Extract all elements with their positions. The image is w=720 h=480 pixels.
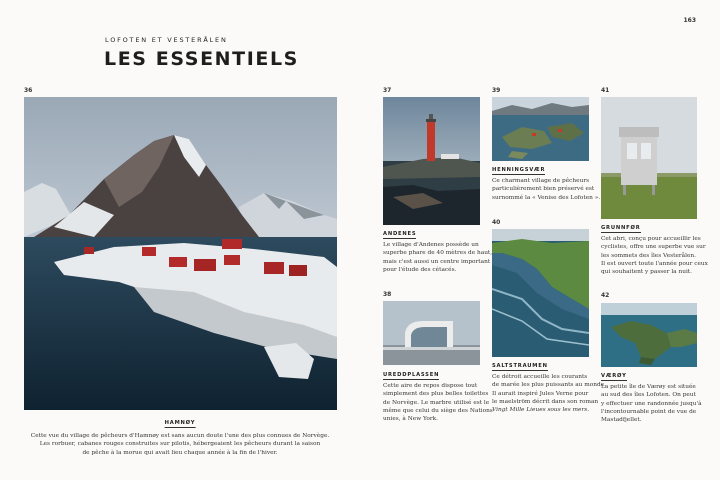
grunnfor-description: Cet abri, conçu pour accueillir les cyclistes, offre une superbe vue sur les sommets des îles Vesterålen. Il est ouvert toute l'année pour ceux qui souhaitent y passer la nuit. (601, 236, 708, 276)
henningsvaer-description: Ce charmant village de pêcheurs particulièrement bien préservé est surnommé la « Venise des Lofoten ». (492, 178, 601, 201)
entry-number-39: 39 (492, 87, 501, 94)
ureddplassen-photo (383, 301, 480, 365)
saltstraumen-description: Ce détroit accueille les courants de marée les plus puissants au monde. Il aurait inspiré Jules Verne pour le maelström décrit dans son roman Vingt Mille Lieues sous les mers. (492, 374, 606, 414)
vaeroy-label: VÆRØY (601, 373, 627, 379)
page-number: 163 (683, 17, 696, 24)
vaeroy-description: La petite île de Værøy est située au sud des îles Lofoten. On peut y effectuer une randonnée jusqu'à l'incontournable point de vue de Mastadfjellet. (601, 384, 702, 424)
andenes-label: ANDENES (383, 231, 417, 237)
entry-number-38: 38 (383, 291, 392, 298)
vaeroy-photo (601, 303, 697, 367)
entry-number-37: 37 (383, 87, 392, 94)
section-kicker: LOFOTEN ET VESTERÅLEN (105, 36, 228, 44)
henningsvaer-photo (492, 97, 589, 161)
saltstraumen-label: SALTSTRAUMEN (492, 363, 548, 369)
ureddplassen-description: Cette aire de repos dispose tout simplement des plus belles toilettes de Norvège. Le marbre utilisé est le même que celui du siège des Nations unies, à New York. (383, 383, 493, 423)
andenes-description: Le village d'Andenes possède un superbe phare de 40 mètres de haut, mais c'est aussi un centre important pour l'étude des cétacés. (383, 242, 493, 273)
saltstraumen-photo (492, 229, 589, 357)
page-title: LES ESSENTIELS (104, 48, 299, 70)
hamnoy-description: Cette vue du village de pêcheurs d'Hamnøy est sans aucun doute l'une des plus connues de Norvège. Les rorbuer, cabanes rouges construites sur pilotis, hébergeaient les pêcheurs durant la saison de pêche à la morue qui avait lieu chaque année à la fin de l'hiver. (30, 433, 330, 456)
henningsvaer-label: HENNINGSVÆR (492, 167, 546, 173)
entry-number-40: 40 (492, 219, 501, 226)
grunnfor-label: GRUNNFØR (601, 225, 641, 231)
hamnoy-photo (24, 97, 337, 410)
hamnoy-label: HAMNØY (164, 420, 196, 426)
entry-number-41: 41 (601, 87, 610, 94)
grunnfor-photo (601, 97, 697, 219)
entry-number-36: 36 (24, 87, 33, 94)
entry-number-42: 42 (601, 292, 610, 299)
andenes-photo (383, 97, 480, 225)
ureddplassen-label: UREDDPLASSEN (383, 372, 440, 378)
